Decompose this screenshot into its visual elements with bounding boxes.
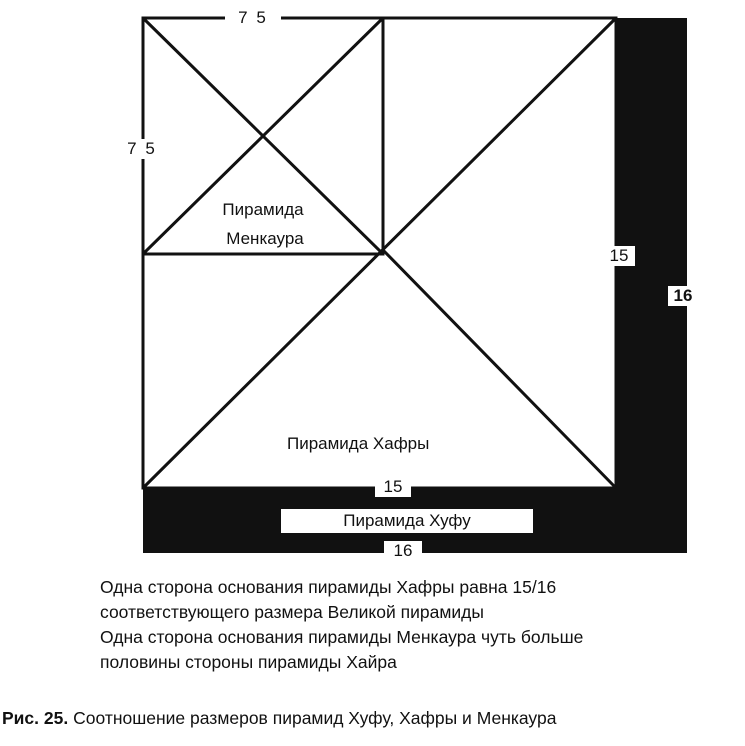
khafre-bottom-label: 15 xyxy=(375,477,411,497)
caption-line: Одна сторона основания пирамиды Хафры равна 15/16 xyxy=(100,577,557,597)
explanatory-caption xyxy=(100,575,740,675)
khafre-side-label: 15 xyxy=(603,246,635,266)
menkaure-top-label: 7 5 xyxy=(225,8,281,28)
menkaure-name-line2: Менкаура xyxy=(212,229,318,249)
caption-line: Одна сторона основания пирамиды Менкаура чуть больше xyxy=(100,627,584,647)
figure-number: Рис. 25. xyxy=(2,708,69,728)
menkaure-side-label: 7 5 xyxy=(120,139,164,159)
menkaure-name-line1: Пирамида xyxy=(210,200,316,220)
figure-title: Соотношение размеров пирамид Хуфу, Хафры и Менкаура xyxy=(73,708,557,728)
caption-line: половины стороны пирамиды Хайра xyxy=(100,652,397,672)
khufu-bottom-label: 16 xyxy=(384,541,422,561)
khufu-name-label: Пирамида Хуфу xyxy=(281,509,533,533)
figure-caption xyxy=(2,706,556,730)
khafre-name-label: Пирамида Хафры xyxy=(287,434,430,453)
khufu-side-label: 16 xyxy=(668,286,698,306)
caption-line: соответствующего размера Великой пирамиды xyxy=(100,602,484,622)
